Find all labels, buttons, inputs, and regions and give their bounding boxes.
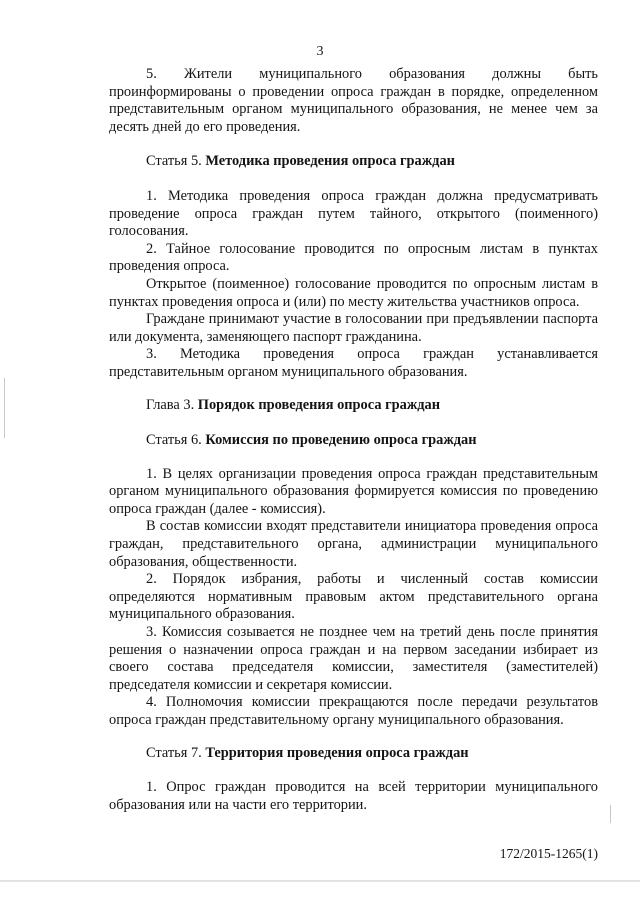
article-title: Методика проведения опроса граждан (205, 153, 455, 170)
article-prefix: Статья 5. (146, 153, 206, 170)
article-title: Территория проведения опроса граждан (205, 744, 469, 761)
document-body (109, 66, 598, 814)
scan-mark (610, 805, 611, 823)
paragraph: 1. Методика проведения опроса граждан должна предусматривать проведение опроса граждан путем тайного, открытого (поименного) голосования. (109, 187, 598, 240)
paragraph: 1. Опрос граждан проводится на всей территории муниципального образования или на части его территории. (109, 779, 598, 813)
paragraph: Граждане принимают участие в голосовании при предъявлении паспорта или документа, заменяющего паспорт гражданина. (109, 311, 598, 345)
scan-edge (0, 880, 640, 882)
chapter-prefix: Глава 3. (146, 396, 198, 413)
paragraph: 3. Комиссия созывается не позднее чем на третий день после принятия решения о назначении опроса граждан и на первом заседании избирает из своего состава председателя комиссии, заместителя (заместителей) председателя комиссии и секретаря комиссии. (109, 624, 598, 693)
article-heading (109, 153, 598, 171)
article-prefix: Статья 7. (146, 744, 206, 761)
paragraph: 2. Порядок избрания, работы и численный состав комиссии определяются нормативным правовым актом представительного органа муниципального образования. (109, 571, 598, 623)
paragraph: В состав комиссии входят представители инициатора проведения опроса граждан, представительного органа, администрации муниципального образования, общественности. (109, 518, 598, 570)
page-number: 3 (316, 44, 324, 59)
chapter-title: Порядок проведения опроса граждан (197, 396, 441, 413)
document-number: 172/2015-1265(1) (499, 846, 598, 861)
paragraph: 3. Методика проведения опроса граждан устанавливается представительным органом муниципального образования. (109, 346, 598, 380)
paragraph: 2. Тайное голосование проводится по опросным листам в пунктах проведения опроса. (109, 240, 598, 275)
paragraph: Открытое (поименное) голосование проводится по опросным листам в пунктах проведения опроса и (или) по месту жительства участников опроса. (109, 275, 598, 310)
paragraph: 1. В целях организации проведения опроса граждан представительным органом муниципального образования формируется комиссия по проведению опроса граждан (далее - комиссия). (109, 465, 598, 517)
paragraph: 4. Полномочия комиссии прекращаются после передачи результатов опроса граждан представительному органу муниципального образования. (109, 694, 598, 728)
article-title: Комиссия по проведению опроса граждан (205, 432, 477, 449)
scan-mark (4, 378, 5, 438)
article-prefix: Статья 6. (146, 432, 206, 449)
chapter-heading (109, 397, 598, 415)
paragraph: 5. Жители муниципального образования должны быть проинформированы о проведении опроса граждан в порядке, определенном представительным органом муниципального образования, не менее чем за десять дней до его проведения. (109, 66, 598, 135)
article-heading (109, 745, 598, 763)
article-heading (109, 432, 598, 450)
